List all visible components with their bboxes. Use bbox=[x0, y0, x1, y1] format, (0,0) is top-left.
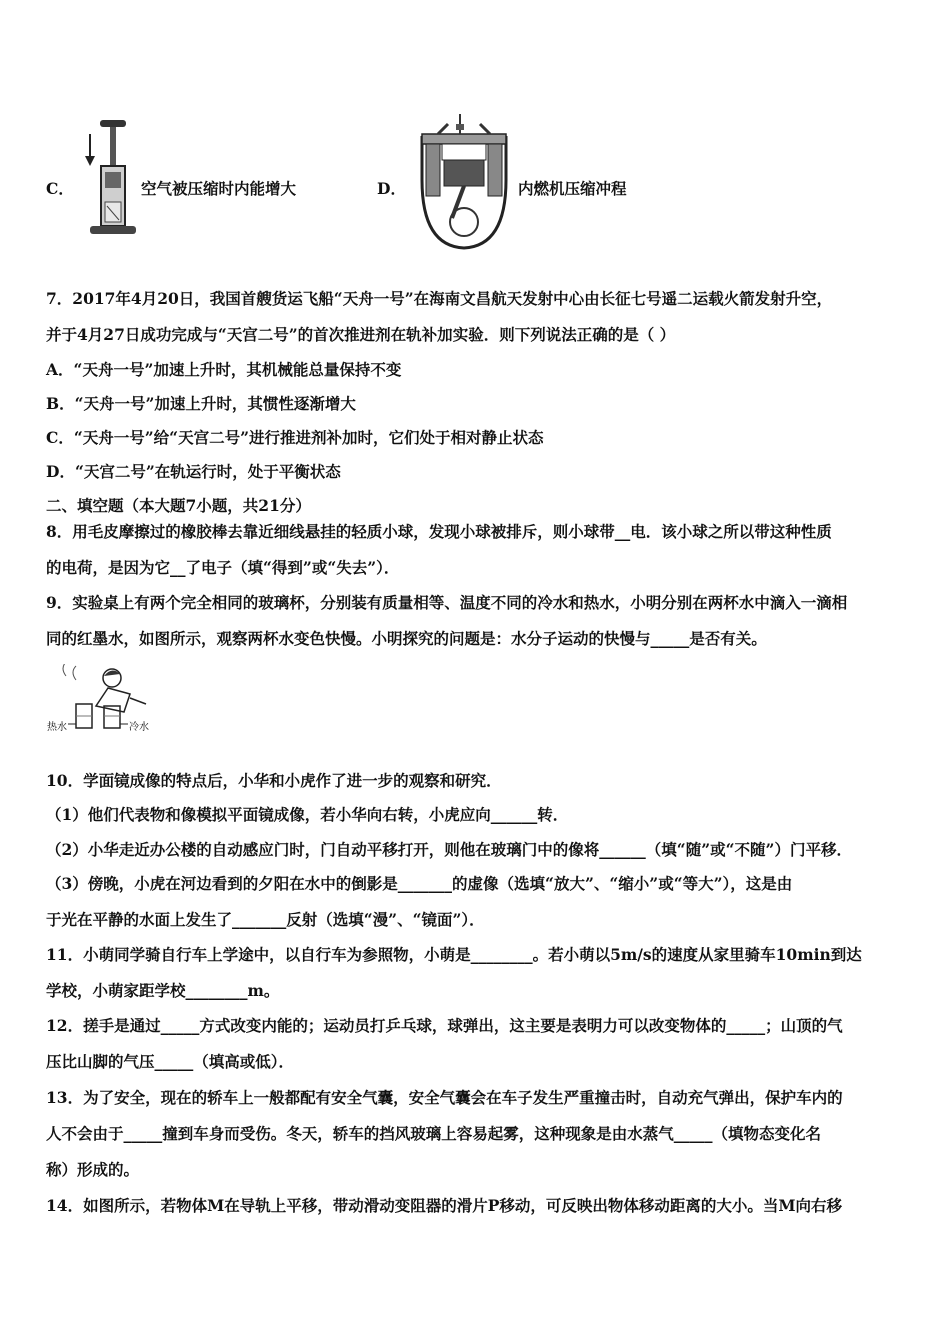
q13-line1: 13．为了安全，现在的轿车上一般都配有安全气囊，安全气囊会在车子发生严重撞击时，自动充气弹出，保护车内的 bbox=[46, 1088, 843, 1107]
hot-water-label: 热水 bbox=[47, 722, 67, 733]
q10-part3-line2: 于光在平静的水面上发生了_______反射（选填“漫”、“镜面”）． bbox=[46, 910, 485, 929]
option-c-letter: C． bbox=[46, 179, 74, 198]
option-d-text: 内燃机压缩冲程 bbox=[518, 179, 627, 198]
q7-stem-line2: 并于4月27日成功完成与“天宫二号”的首次推进剂在轨补加实验．则下列说法正确的是（ ） bbox=[46, 325, 676, 344]
q7-option-d: D．“天宫二号”在轨运行时，处于平衡状态 bbox=[46, 462, 341, 481]
q11-line2: 学校，小萌家距学校________m。 bbox=[46, 981, 280, 1000]
q14-line1: 14．如图所示，若物体M在导轨上平移，带动滑动变阻器的滑片P移动，可反映出物体移动距离的大小。当M向右移 bbox=[46, 1196, 843, 1215]
option-d-letter: D． bbox=[377, 179, 406, 198]
q10-stem: 10．学面镜成像的特点后，小华和小虎作了进一步的观察和研究． bbox=[46, 771, 502, 790]
q10-part2: （2）小华走近办公楼的自动感应门时，门自动平移打开，则他在玻璃门中的像将______（填“随”或“不随”）门平移． bbox=[46, 840, 852, 859]
q13-line3: 称）形成的。 bbox=[46, 1160, 140, 1179]
q7-option-c: C．“天舟一号”给“天宫二号”进行推进剂补加时，它们处于相对静止状态 bbox=[46, 428, 544, 447]
engine-compression-stroke-figure bbox=[416, 110, 512, 250]
q9-line2: 同的红墨水，如图所示，观察两杯水变色快慢。小明探究的问题是：水分子运动的快慢与_____是否有关。 bbox=[46, 629, 767, 648]
q10-part3-line1: （3）傍晚，小虎在河边看到的夕阳在水中的倒影是_______的虚像（选填“放大”、“缩小”或“等大”），这是由 bbox=[46, 874, 793, 893]
q7-option-a: A．“天舟一号”加速上升时，其机械能总量保持不变 bbox=[46, 360, 402, 379]
q12-line1: 12．搓手是通过_____方式改变内能的；运动员打乒乓球，球弹出，这主要是表明力可以改变物体的_____；山顶的气 bbox=[46, 1016, 843, 1035]
q9-line1: 9．实验桌上有两个完全相同的玻璃杯，分别装有质量相等、温度不同的冷水和热水，小明分别在两杯水中滴入一滴相 bbox=[46, 593, 848, 612]
cold-water-label: 冷水 bbox=[129, 722, 149, 733]
q13-line2: 人不会由于_____撞到车身而受伤。冬天，轿车的挡风玻璃上容易起雾，这种现象是由水蒸气_____（填物态变化名 bbox=[46, 1124, 822, 1143]
air-compression-syringe-figure bbox=[78, 116, 136, 244]
q12-line2: 压比山脚的气压_____（填高或低）． bbox=[46, 1052, 295, 1071]
q10-part1: （1）他们代表物和像模拟平面镜成像，若小华向右转，小虎应向______转． bbox=[46, 805, 569, 824]
q7-stem-line1: 7．2017年4月20日，我国首艘货运飞船“天舟一号”在海南文昌航天发射中心由长征七号遥二运载火箭发射升空， bbox=[46, 289, 833, 308]
q7-option-b: B．“天舟一号”加速上升时，其惯性逐渐增大 bbox=[46, 394, 356, 413]
option-c-text: 空气被压缩时内能增大 bbox=[141, 179, 297, 198]
q8-line1: 8．用毛皮摩擦过的橡胶棒去靠近细线悬挂的轻质小球，发现小球被排斥，则小球带__电．该小球之所以带这种性质 bbox=[46, 522, 832, 541]
section-heading: 二、填空题（本大题7小题，共21分） bbox=[46, 496, 311, 515]
q8-line2: 的电荷，是因为它__了电子（填“得到”或“失去”）． bbox=[46, 558, 400, 577]
q11-line1: 11．小萌同学骑自行车上学途中，以自行车为参照物，小萌是________。若小萌以5m/s的速度从家里骑车10min到达 bbox=[46, 945, 862, 964]
